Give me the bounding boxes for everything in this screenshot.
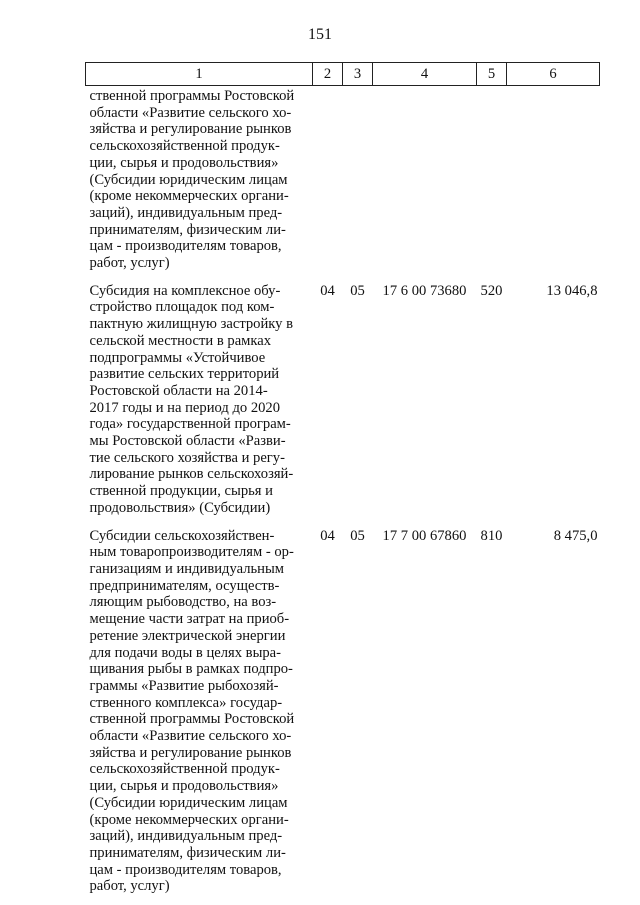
description-line: сельскохозяйственной продук-	[89, 761, 280, 778]
column-header: 2	[313, 63, 343, 86]
row-description	[86, 86, 313, 272]
description-line: зяйства и регулирование рынков	[89, 121, 292, 138]
description-line: области «Развитие сельского хо-	[89, 728, 292, 745]
description-line: цам - производителям товаров,	[89, 861, 282, 878]
expense-type-code: 520	[480, 282, 503, 299]
target-article-code: 17 7 00 67860	[382, 527, 467, 544]
description-line: принимателям, физическим ли-	[89, 844, 286, 861]
row-description	[86, 272, 313, 517]
description-line: ляющим рыбоводство, на воз-	[89, 594, 277, 611]
description-line: ретение электрической энергии	[89, 627, 286, 644]
table-row	[86, 86, 600, 272]
expense-type-code	[477, 86, 507, 272]
description-line: щивания рыбы в рамках подпро-	[89, 661, 293, 678]
section-code: 04	[320, 282, 335, 299]
description-line: области «Развитие сельского хо-	[89, 104, 292, 121]
description-line: ственной программы Ростовской	[89, 88, 295, 104]
description-line: Субсидия на комплексное обу-	[89, 282, 281, 299]
section-code	[313, 86, 343, 272]
description-line: (кроме некоммерческих органи-	[89, 188, 289, 205]
description-line: 2017 годы и на период до 2020	[89, 399, 281, 416]
expense-type-code: 810	[480, 527, 503, 544]
description-line: ции, сырья и продовольствия»	[89, 154, 279, 171]
description-line: Ростовской области на 2014-	[89, 382, 268, 399]
subsection-code: 05	[350, 282, 365, 299]
column-header: 4	[373, 63, 477, 86]
description-line: ным товаропроизводителям - ор-	[89, 544, 294, 561]
subsection-code: 05	[350, 527, 365, 544]
description-line: для подачи воды в целях выра-	[89, 644, 282, 661]
page-number: 151	[308, 26, 332, 43]
description-line: ции, сырья и продовольствия»	[89, 778, 279, 795]
column-header: 3	[343, 63, 373, 86]
table-header-row	[86, 63, 600, 86]
row-description	[86, 517, 313, 895]
description-line: ственной программы Ростовской	[89, 711, 295, 728]
description-line: ганизациям и индивидуальным	[89, 560, 284, 577]
description-line: развитие сельских территорий	[89, 366, 280, 383]
description-line: работ, услуг)	[89, 255, 170, 272]
amount-value	[507, 86, 600, 272]
description-line: лирование рынков сельскохозяй-	[89, 466, 294, 483]
description-line: ственной продукции, сырья и	[89, 483, 273, 500]
description-line: заций), индивидуальным пред-	[89, 828, 283, 845]
description-line: предпринимателям, осуществ-	[89, 577, 280, 594]
table-row	[86, 517, 600, 895]
description-line: года» государственной програм-	[89, 416, 291, 433]
description-line: (Субсидии юридическим лицам	[89, 171, 288, 188]
description-line: мы Ростовской области «Разви-	[89, 433, 286, 450]
description-line: принимателям, физическим ли-	[89, 221, 286, 238]
description-line: подпрограммы «Устойчивое	[89, 349, 266, 366]
table-row	[86, 272, 600, 517]
subsection-code	[343, 86, 373, 272]
description-line: мещение части затрат на приоб-	[89, 611, 290, 628]
description-line: тие сельского хозяйства и регу-	[89, 449, 285, 466]
description-line: зяйства и регулирование рынков	[89, 744, 292, 761]
description-line: заций), индивидуальным пред-	[89, 204, 283, 221]
description-line: (Субсидии юридическим лицам	[89, 794, 288, 811]
description-line: продовольствия» (Субсидии)	[89, 499, 271, 516]
description-line: цам - производителям товаров,	[89, 238, 282, 255]
target-article-code: 17 6 00 73680	[382, 282, 467, 299]
amount-value: 8 475,0	[553, 527, 598, 544]
description-line: граммы «Развитие рыбохозяй-	[89, 677, 279, 694]
column-header: 6	[507, 63, 600, 86]
description-line: (кроме некоммерческих органи-	[89, 811, 289, 828]
section-code: 04	[320, 527, 335, 544]
target-article-code	[373, 86, 477, 272]
column-header: 5	[477, 63, 507, 86]
column-header: 1	[86, 63, 313, 86]
description-line: Субсидии сельскохозяйствен-	[89, 527, 275, 544]
description-line: пактную жилищную застройку в	[89, 316, 294, 333]
description-line: сельскохозяйственной продук-	[89, 138, 280, 155]
description-line: работ, услуг)	[89, 878, 170, 895]
budget-table	[85, 62, 600, 895]
description-line: стройство площадок под ком-	[89, 299, 275, 316]
description-line: сельской местности в рамках	[89, 332, 272, 349]
amount-value: 13 046,8	[546, 282, 598, 299]
description-line: ственного комплекса» государ-	[89, 694, 283, 711]
